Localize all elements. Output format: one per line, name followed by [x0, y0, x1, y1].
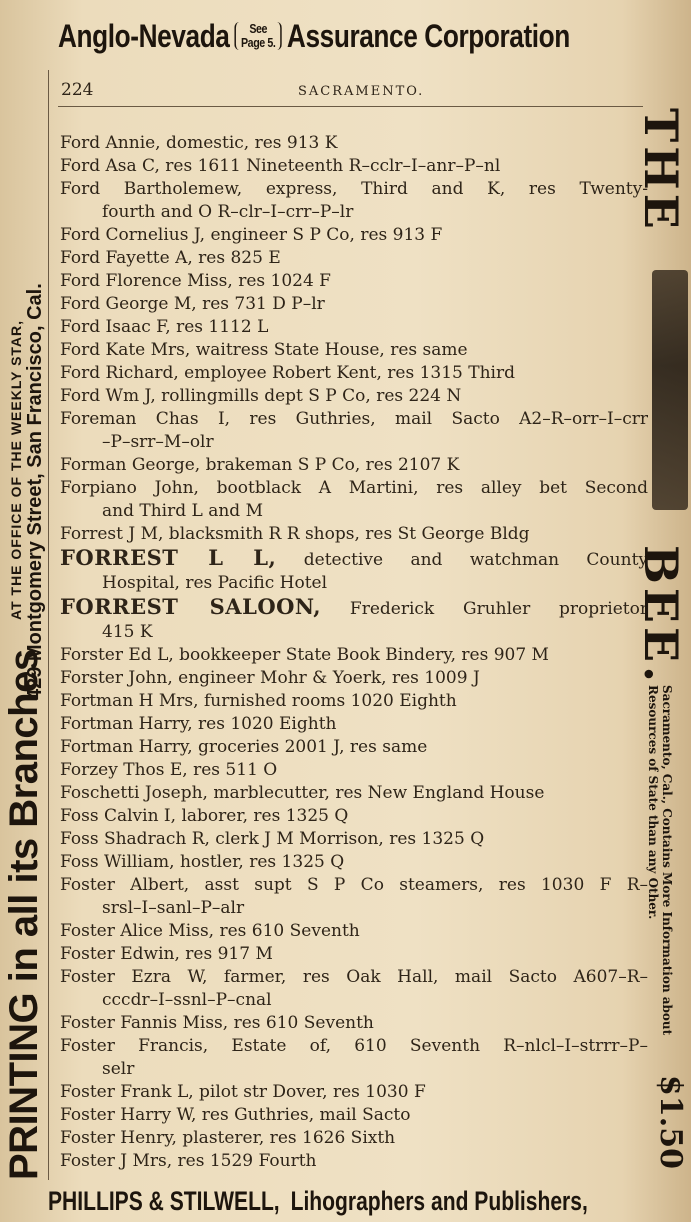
entry-text: Foreman Chas I, res Guthries, mail Sacto A2–R–orr–I–crr [60, 409, 648, 429]
list-item [60, 943, 648, 966]
list-item [60, 477, 648, 523]
list-item [60, 1104, 648, 1127]
right-margin-middle: BEE. [634, 545, 688, 687]
directory-entries [60, 132, 648, 1173]
entry-continuation: fourth and O R–clr–I–crr–P–lr [102, 202, 354, 222]
list-item [60, 920, 648, 943]
entry-text: Foster Henry, plasterer, res 1626 Sixth [60, 1128, 396, 1148]
entry-text: Fortman H Mrs, furnished rooms 1020 Eighth [60, 691, 457, 711]
entry-text: Foschetti Joseph, marblecutter, res New England House [60, 783, 545, 803]
list-item [60, 178, 648, 224]
list-item [60, 805, 648, 828]
entry-text: Ford George M, res 731 D P–lr [60, 294, 325, 314]
entry-text: Ford Fayette A, res 825 E [60, 248, 281, 268]
list-item [60, 339, 648, 362]
entry-text: Forman George, brakeman S P Co, res 2107 K [60, 455, 460, 475]
entry-text: Fortman Harry, groceries 2001 J, res same [60, 737, 428, 757]
list-item [60, 1012, 648, 1035]
left-margin-line1: AT THE OFFICE OF THE WEEKLY STAR, [8, 319, 24, 620]
entry-continuation: srsl–I–sanl–P–alr [102, 898, 245, 918]
list-item [60, 851, 648, 874]
list-item [60, 667, 648, 690]
entry-text: Ford Annie, domestic, res 913 K [60, 133, 338, 153]
entry-continuation: Hospital, res Pacific Hotel [102, 573, 328, 593]
entry-text: Ford Bartholemew, express, Third and K, res Twenty- [60, 179, 648, 199]
entry-text: Foster Fannis Miss, res 610 Seventh [60, 1013, 374, 1033]
list-item [60, 1035, 648, 1081]
list-item [60, 385, 648, 408]
entry-text: Fortman Harry, res 1020 Eighth [60, 714, 337, 734]
list-item [60, 874, 648, 920]
entry-rest: detective and watchman County [276, 550, 648, 570]
entry-bold-name: FORREST L L, [60, 546, 277, 570]
list-item [60, 155, 648, 178]
list-item [60, 782, 648, 805]
list-item [60, 362, 648, 385]
entry-continuation: 415 K [102, 622, 153, 642]
entry-text: Ford Richard, employee Robert Kent, res 1315 Third [60, 363, 515, 383]
right-margin-price: $1.50 [653, 1075, 688, 1169]
list-item [60, 644, 648, 667]
entry-continuation: and Third L and M [102, 501, 263, 521]
list-item [60, 316, 648, 339]
banner-right: Assurance Corporation [286, 17, 570, 54]
list-item [60, 828, 648, 851]
list-item [60, 408, 648, 454]
footer-name: PHILLIPS & STILWELL, [48, 1185, 280, 1216]
list-item [60, 270, 648, 293]
ship-illustration-icon [652, 270, 688, 510]
entry-text: Ford Asa C, res 1611 Nineteenth R–cclr–I–anr–P–nl [60, 156, 501, 176]
entry-text: Foster Albert, asst supt S P Co steamers, res 1030 F R– [60, 875, 648, 895]
entry-text: Ford Cornelius J, engineer S P Co, res 913 F [60, 225, 443, 245]
entry-text: Ford Kate Mrs, waitress State House, res same [60, 340, 468, 360]
list-item [60, 546, 648, 595]
right-margin-top: THE [634, 108, 688, 233]
list-item [60, 1081, 648, 1104]
page-header [58, 76, 643, 107]
entry-continuation: selr [102, 1059, 135, 1079]
entry-text: Foster Frank L, pilot str Dover, res 1030 F [60, 1082, 426, 1102]
top-banner [58, 6, 570, 66]
entry-text: Forster Ed L, bookkeeper State Book Bindery, res 907 M [60, 645, 549, 665]
list-item [60, 1150, 648, 1173]
entry-text: Forrest J M, blacksmith R R shops, res St George Bldg [60, 524, 530, 544]
entry-text: Foster Francis, Estate of, 610 Seventh R–nlcl–I–strrr–P– [60, 1036, 648, 1056]
list-item [60, 247, 648, 270]
entry-text: Foss Calvin I, laborer, res 1325 Q [60, 806, 349, 826]
entry-text: Ford Wm J, rollingmills dept S P Co, res 224 N [60, 386, 462, 406]
entry-continuation: –P–srr–M–olr [102, 432, 214, 452]
list-item [60, 713, 648, 736]
list-item [60, 523, 648, 546]
left-margin-line3: PRINTING in all its Branches [2, 649, 46, 1180]
list-item [60, 966, 648, 1012]
entry-text: Foster Ezra W, farmer, res Oak Hall, mail Sacto A607–R– [60, 967, 648, 987]
entry-text [60, 595, 648, 621]
entry-text: Foster J Mrs, res 1529 Fourth [60, 1151, 317, 1171]
list-item [60, 132, 648, 155]
entry-text: Foster Alice Miss, res 610 Seventh [60, 921, 360, 941]
banner-left: Anglo-Nevada [58, 17, 230, 54]
list-item [60, 454, 648, 477]
list-item [60, 224, 648, 247]
list-item [60, 293, 648, 316]
entry-text: Foster Edwin, res 917 M [60, 944, 273, 964]
list-item [60, 736, 648, 759]
entry-text: Ford Isaac F, res 1112 L [60, 317, 269, 337]
entry-text: Foster Harry W, res Guthries, mail Sacto [60, 1105, 411, 1125]
entry-text: Forzey Thos E, res 511 O [60, 760, 278, 780]
footer-ad [48, 1184, 588, 1218]
list-item [60, 690, 648, 713]
page-number: 224 [61, 80, 94, 100]
page-city: SACRAMENTO. [298, 84, 425, 99]
list-item [60, 759, 648, 782]
entry-text: Foss Shadrach R, clerk J M Morrison, res 1325 Q [60, 829, 485, 849]
entry-text: Ford Florence Miss, res 1024 F [60, 271, 331, 291]
entry-bold-name: FORREST SALOON, [60, 595, 322, 619]
entry-text: Forster John, engineer Mohr & Yoerk, res 1009 J [60, 668, 480, 688]
entry-text: Foss William, hostler, res 1325 Q [60, 852, 345, 872]
entry-text: Forpiano John, bootblack A Martini, res alley bet Second [60, 478, 648, 498]
footer-role: Lihographers and Publishers, [290, 1185, 588, 1216]
list-item [60, 1127, 648, 1150]
entry-continuation: cccdr–I–ssnl–P–cnal [102, 990, 272, 1010]
right-margin-ad [634, 60, 691, 1180]
left-margin-line2: 429 Montgomery Street, San Francisco, Cal. [24, 283, 46, 700]
right-margin-small: Sacramento, Cal., Contains More Information about Resources of State than any Other. [646, 685, 674, 1036]
entry-text [60, 546, 648, 572]
entry-rest: Frederick Gruhler proprietor [321, 599, 648, 619]
list-item [60, 595, 648, 644]
banner-see-note: See Page 5. [234, 22, 282, 50]
